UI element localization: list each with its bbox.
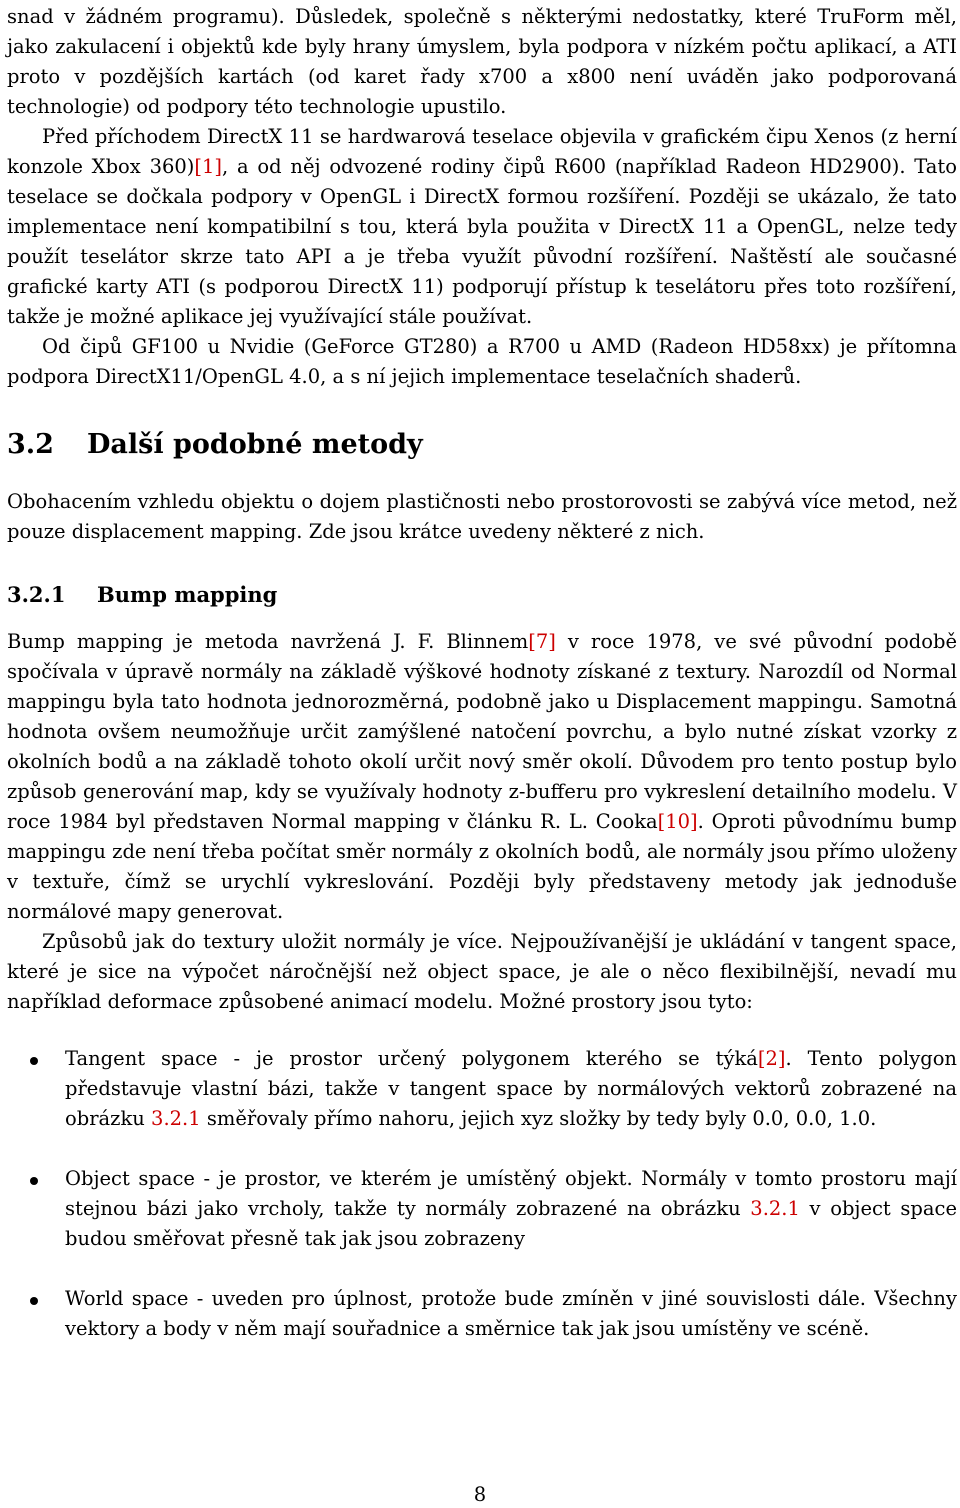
citation-link-2[interactable]: [2] (757, 1047, 786, 1070)
citation-link-1[interactable]: [1] (194, 155, 223, 178)
section-intro-paragraph: Obohacením vzhledu objektu o dojem plastičnosti nebo prostorovosti se zabývá více metod, než pouze displacement mapping. Zde jsou krátce uvedeny některé z nich. (7, 490, 957, 543)
bump-mapping-paragraph-1 (7, 627, 957, 927)
item1-text-c: směřovaly přímo nahoru, jejich xyz složky by tedy byly 0.0, 0.0, 1.0. (200, 1107, 877, 1130)
item1-text-b: . Tento polygon představuje vlastní bázi, takže v tangent space by normálových vektorů zobrazené na obrázku (65, 1047, 957, 1130)
item2-text-a: Object space - je prostor, ve kterém je umístěný objekt. Normály v tomto prostoru mají stejnou bázi jako vrcholy, takže ty normály zobrazené na obrázku (65, 1167, 957, 1220)
space-types-list (7, 1044, 957, 1344)
subsection-title: Bump mapping (97, 582, 278, 607)
bullet-icon (30, 1297, 38, 1305)
intro-p2-text-b: , a od něj odvozené rodiny čipů R600 (například Radeon HD2900). Tato teselace se dočkala podpory v OpenGL i DirectX formou rozšíření. Později se ukázalo, že tato implementace není kompatibilní s tou, která byla použita v DirectX 11 a OpenGL, nelze tedy použít teselátor skrze tato API a je třeba využít původní rozšíření. Naštěstí ale současné grafické karty ATI (s podporou DirectX 11) podporují přístup k teselátoru přes toto rozšíření, takže je možné aplikace jej využívající stále používat. (7, 155, 958, 328)
list-item-text (65, 1044, 957, 1134)
intro-paragraph-2 (7, 122, 957, 332)
list-item (7, 1284, 957, 1344)
figure-link[interactable]: 3.2.1 (151, 1107, 201, 1130)
bump-mapping-paragraph-2: Způsobů jak do textury uložit normály je více. Nejpoužívanější je ukládání v tangent space, které je sice na výpočet náročnější než object space, je ale o něco flexibilnější, nevadí mu například deformace způsobené animací modelu. Možné prostory jsou tyto: (7, 930, 957, 1013)
subsection-number: 3.2.1 (7, 582, 66, 607)
page-number: 8 (473, 1483, 487, 1506)
section-title: Další podobné metody (87, 429, 423, 460)
section-number: 3.2 (7, 429, 54, 460)
citation-link-7[interactable]: [7] (528, 630, 556, 653)
bullet-icon (30, 1057, 38, 1065)
subsection-body (7, 627, 957, 1017)
list-item (7, 1044, 957, 1134)
list-item-text (65, 1164, 957, 1254)
section-heading (7, 427, 423, 463)
list-item-text: World space - uveden pro úplnost, protože bude zmíněn v jiné souvislosti dále. Všechny vektory a body v něm mají souřadnice a směrnice tak jak jsou umístěny ve scéně. (65, 1287, 957, 1340)
intro-p2-text-a: Před příchodem DirectX 11 se hardwarová teselace objevila v grafickém čipu Xenos (z herní konzole Xbox 360) (7, 125, 957, 178)
bump-p1-text-b: v roce 1978, ve své původní podobě spočívala v úpravě normály na základě výškové hodnoty získané z textury. Narozdíl od Normal mappingu byla tato hodnota jednorozměrná, podobně jako u Displacement mappingu. Samotná hodnota ovšem neumožňuje určit zamýšlené natočení povrchu, a bylo nutné získat vzorky z okolních bodů a na základě tohoto okolí určit nový směr okolí. Důvodem pro tento postup bylo způsob generování map, kdy se využívaly hodnoty z-bufferu pro vykreslení detailního modelu. V roce 1984 byl představen Normal mapping v článku R. L. Cooka (7, 630, 957, 833)
citation-link-10[interactable]: [10] (657, 810, 698, 833)
figure-link[interactable]: 3.2.1 (750, 1197, 800, 1220)
list-item (7, 1164, 957, 1254)
intro-block (7, 2, 957, 392)
bump-p1-text-a: Bump mapping je metoda navržená J. F. Blinnem (7, 630, 529, 653)
item2-text-b: v object space budou směřovat přesně tak jak jsou zobrazeny (65, 1197, 957, 1250)
intro-paragraph-3: Od čipů GF100 u Nvidie (GeForce GT280) a R700 u AMD (Radeon HD58xx) je přítomna podpora DirectX11/OpenGL 4.0, a s ní jejich implementace teselačních shaderů. (7, 335, 957, 388)
intro-paragraph-1: snad v žádném programu). Důsledek, společně s některými nedostatky, které TruForm měl, jako zakulacení i objektů kde byly hrany úmyslem, byla podpora v nízkém počtu aplikací, a ATI proto v pozdějších kartách (od karet řady x700 a x800 není uváděn jako podporovaná technologie) od podpory této technologie upustilo. (7, 5, 957, 118)
subsection-heading (7, 580, 277, 610)
bump-p1-text-c: . Oproti původnímu bump mappingu zde není třeba počítat směr normály z okolních bodů, ale normály jsou přímo uloženy v textuře, čímž se urychlí vykreslování. Později byly představeny metody jak jednoduše normálové mapy generovat. (7, 810, 957, 923)
item1-text-a: Tangent space - je prostor určený polygonem kterého se týká (65, 1047, 758, 1070)
bullet-icon (30, 1177, 38, 1185)
